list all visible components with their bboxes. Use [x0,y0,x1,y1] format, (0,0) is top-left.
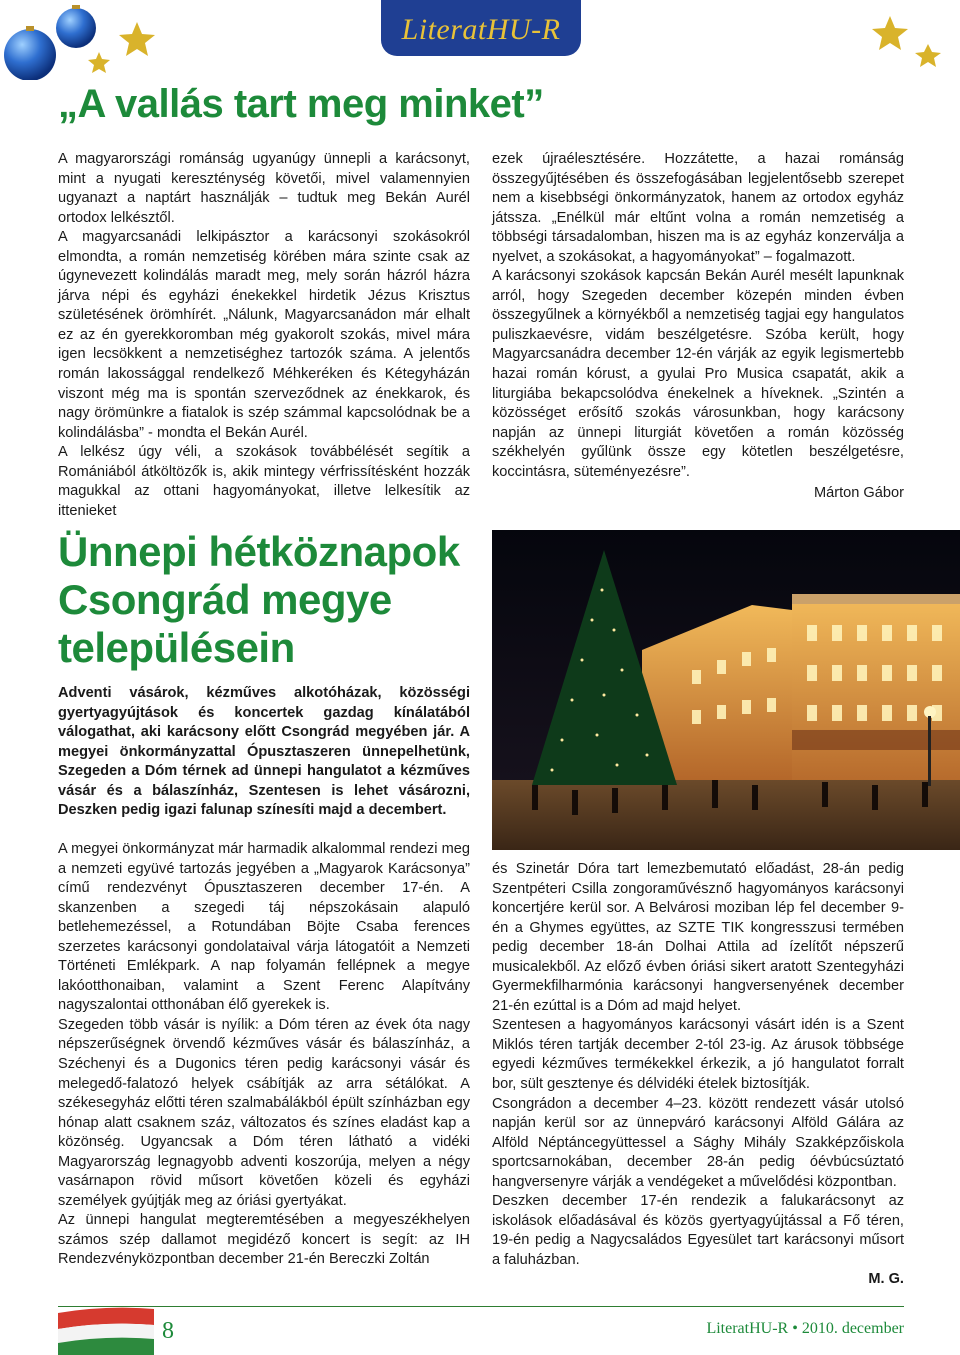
author-signature: M. G. [868,1271,904,1288]
paragraph: Szentesen a hagyományos karácsonyi vásárt idén is a Szent Miklós téren tartják december 2-tól 23-ig. Az árusok többsége egyedi kézműves termékekkel érkezik, a jó hangulatot forralt bor, sült gesztenye és délvidéki ételek biztosítják. [492,1017,904,1093]
separator: • [792,1320,798,1337]
paragraph: A megyei önkormányzat már harmadik alkalommal rendezi meg a nemzeti együvé tartozás jegyében a „Magyarok Karácsonya” című rendezvényt Ópusztaszeren december 17-én. A skanzenben a szegedi táj népszokásain alapuló betlehemezéssel, a Rotundában Böjte Csaba ferences szerzetes karácsonyi gondolataival várja látogatóit a Nemzeti Történeti Emlékpark. A nap folyamán fellépnek a megye lakóotthonaiban, valamint a Szent Ferenc Alapítvány nagyszalontai otthonában élő gyerekek is. [58,841,470,1014]
publication-name: LiteratHU-R [706,1320,789,1337]
christmas-tree-photo [492,530,960,850]
paragraph: Szegeden több vásár is nyílik: a Dóm téren az évek óta nagy népszerűségnek örvendő kézműves vásár és bálaszínház, a Széchenyi és a Dugonics téren pedig karácsonyi vásár és melegedő-falatozó helyek csábítják az arra sétálókat. A székesegyház előtti téren szalmabálákból épült színházban egy hónap alatt csaknem száz, változatos és színes eladást kap a közönség. Ugyancsak a Dóm téren látható a vidéki Magyarország legnagyobb adventi koszorúja, melyen a négy vasárnapon rövid műsort követően közeli és egyházi személyek gyújtják meg az óriási gyertyákat. [58,1016,470,1209]
paragraph: Az ünnepi hangulat megteremtésében a megyeszékhelyen számos szép dallamot megidéző koncert is segít: az IH Rendezvényközpontban december 21-én Bereczki Zoltán [58,1212,470,1268]
paragraph: Deszken december 17-én rendezik a falukarácsonyt az iskolások előadásával és közös gyertyagyújtással a Fő téren, 19-én pedig a Nagycsaládos Egyesület tart karácsonyi műsort a faluházban. [492,1193,904,1268]
author-byline: Márton Gábor [813,485,904,502]
article1-column-left [58,150,470,521]
paragraph: A karácsonyi szokások kapcsán Bekán Aurél mesélt lapunknak arról, hogy Szegeden december közepén minden évben összegyűlnek a környékből a nemzetiség tagjai egy hangulatos puliszkaevésre, vidám beszélgetésre. Szóba került, hogy Magyarcsanádra december 12-én várják az egyik legismertebb hazai román kórust, a gyulai Pro Musica csapatát, akik a liturgiába bekapcsolódva énekelnek a híveknek. „Szintén a közösséget erősítő szokás városunkban, hogy karácsony napján az ünnepi liturgiát követően a román közösség székhelyén gyűlünk össze egy kötetlen beszélgetésre, koccintásra, süteményezésre”. [492,268,904,480]
blue-bauble-icon [4,29,56,80]
hungarian-flag-icon [58,1305,154,1355]
footer-divider [58,1306,904,1307]
paragraph: A magyarcsanádi lelkipásztor a karácsonyi szokásokról elmondta, a román nemzetiség körében mára szinte csak az úgynevezett kolindálás maradt meg, mely során házról házra járva népi és egyházi énekekkel hirdetik Jézus Krisztus születésének örömhírét. „Nálunk, Magyarcsanádon már elhalt ez az én gyerekkoromban még gyakorolt szokás, mivel mára igen lecsökkent a nemzetiséghez tartozók száma. A jelentős román lakossággal rendelkező Méhkeréken és Kétegyházán viszont még ma is spontán szerveződnek az énekkarok, és nagy örömünkre a fiatalok is szép számmal kapcsolódnak be a kolindálásba” - mondta el Bekán Aurél. [58,229,470,441]
gold-star-icon [88,52,110,73]
masthead-logo: LiteratHU-R [381,0,581,56]
section-title: Ünnepi hétköznapok Csongrád megye településein [58,528,460,671]
blue-bauble-icon [56,8,96,48]
article2-column-left [58,840,470,1270]
paragraph: Csongrádon a december 4–23. között rendezett vásár utolsó napján kerül sor az ünnepváró karácsonyi Alföld Gálára az Alföld Néptáncegyüttessel a Sághy Mihály Szakképzőiskola sportcsarnokában, december 28-án pedig óévbúcsúztató hangversenyre várják a vendégeket a művelődési központban. [492,1095,904,1190]
article1-column-right [492,150,904,504]
article2-column-right [492,860,904,1290]
gold-star-icon [119,22,155,56]
article-title: „A vallás tart meg minket” [58,82,544,126]
gold-star-icon [872,16,908,50]
issue-date: 2010. december [801,1320,904,1337]
paragraph: A magyarországi románság ugyanúgy ünnepli a karácsonyt, mint a nyugati kereszténység követői, mivel valamennyien ugyanazt a naptárt használják – tudtuk meg Bekán Aurél ortodox lelkésztől. [58,151,470,226]
page-number: 8 [162,1318,174,1344]
paragraph: A lelkész úgy véli, a szokások továbbélését segítik a Romániából átköltözők is, akik mintegy vérfrissítésként hozzák magukkal az ottani hagyományokat, illetve lelkesítik az ittenieket [58,444,470,519]
gold-star-icon [915,44,941,67]
paragraph: ezek újraélesztésére. Hozzátette, a hazai románság összegyűjtésében és összefogásában legjelentősebb szerepet nem a kisebbségi önkormányzatok, hanem az ortodox egyház játssza. „Enélkül már eltűnt volna a román nemzetiség a többségi társadalomban, hiszen ma is az egyház konzerválja a nyelvet, a szokásokat, a hagyományokat” – fogalmazott. [492,151,904,265]
footer-publication [706,1320,904,1338]
lead-paragraph: Adventi vásárok, kézműves alkotóházak, közösségi gyertyagyújtások és koncertek gazdag kínálatából válogathat, aki karácsony előtt Csongrád megyében jár. A megyei önkormányzattal Ópusztaszeren ünnepelhetünk, Szegeden a Dóm térnek ad ünnepi hangulatot a kézműves vásár és a bálaszínház, Szentesen is lehet vásározni, Deszken pedig igazi falunap színesíti majd a decembert. [58,685,470,819]
paragraph: és Szinetár Dóra tart lemezbemutató előadást, 28-án pedig Szentpéteri Csilla zongoraművésznő hagyományos karácsonyi koncertjére kerül sor. A Belvárosi moziban lép fel december 9-én a Ghymes együttes, az SZTE TIK kongresszusi termében pedig december 18-án Dolhai Attila ad ízelítőt népszerű musicalekből. Az előző évben óriási sikert aratott Szentegyházi Gyermekfilharmónia karácsonyi hangversenyének december 21-én ezúttal is a Dóm ad majd helyet. [492,861,904,1014]
